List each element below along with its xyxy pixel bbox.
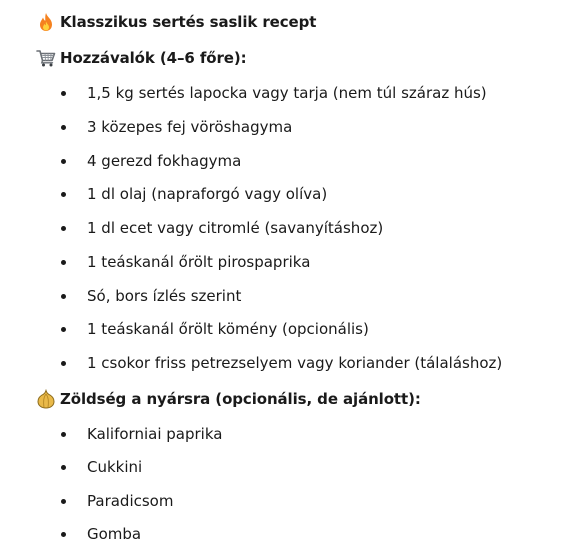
onion-icon [36, 389, 56, 409]
recipe-title-text: Klasszikus sertés saslik recept [60, 13, 317, 31]
bullet [61, 159, 66, 164]
shopping-cart-icon [36, 48, 56, 68]
bullet [61, 327, 66, 332]
fire-icon [36, 12, 56, 32]
bullet [61, 294, 66, 299]
bullet [61, 192, 66, 197]
recipe-title [36, 12, 316, 32]
ingredients-heading-text: Hozzávalók (4–6 főre): [60, 49, 247, 67]
bullet [61, 432, 66, 437]
bullet [61, 260, 66, 265]
vegetables-heading-text: Zöldség a nyársra (opcionális, de ajánlott): [60, 390, 421, 408]
bullet [61, 226, 66, 231]
bullet [61, 91, 66, 96]
bullet [61, 361, 66, 366]
bullet [61, 125, 66, 130]
ingredients-heading [36, 48, 247, 68]
bullet [61, 465, 66, 470]
bullet [61, 499, 66, 504]
bullet [61, 532, 66, 537]
vegetables-heading [36, 389, 421, 409]
